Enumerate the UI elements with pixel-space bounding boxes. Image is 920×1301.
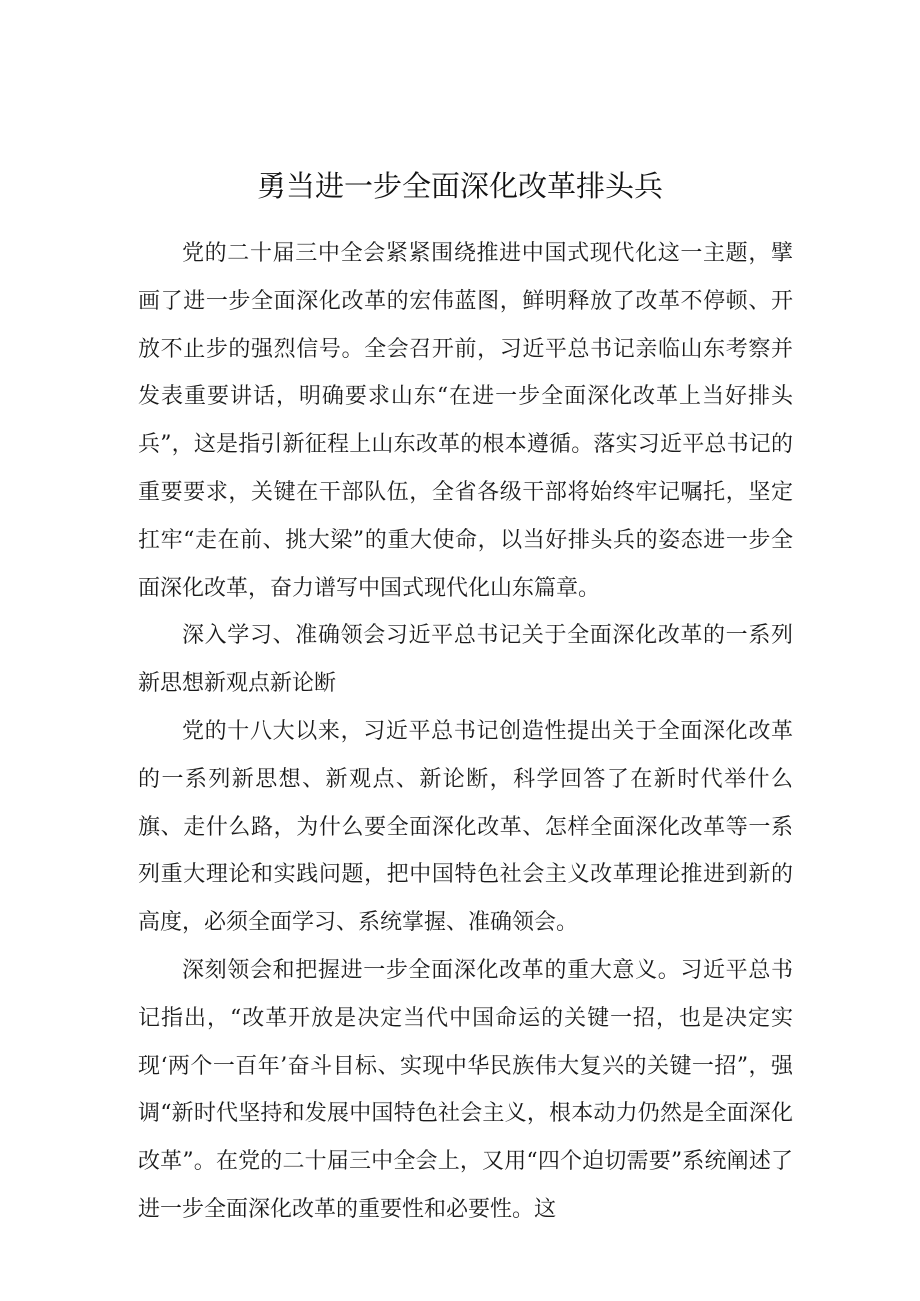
- paragraph-intro: 党的二十届三中全会紧紧围绕推进中国式现代化这一主题，擘画了进一步全面深化改革的宏伟蓝图，鲜明释放了改革不停顿、开放不止步的强烈信号。全会召开前，习近平总书记亲临山东考察并发表重要讲话，明确要求山东“在进一步全面深化改革上当好排头兵”，这是指引新征程上山东改革的根本遵循。落实习近平总书记的重要要求，关键在干部队伍，全省各级干部将始终牢记嘱托，坚定扛牢“走在前、挑大梁”的重大使命，以当好排头兵的姿态进一步全面深化改革，奋力谱写中国式现代化山东篇章。: [138, 241, 793, 601]
- paragraph-theory: 党的十八大以来，习近平总书记创造性提出关于全面深化改革的一系列新思想、新观点、新论断，科学回答了在新时代举什么旗、走什么路，为什么要全面深化改革、怎样全面深化改革等一系列重大理论和实践问题，把中国特色社会主义改革理论推进到新的高度，必须全面学习、系统掌握、准确领会。: [138, 718, 793, 936]
- document-body: [138, 230, 793, 1234]
- paragraph-significance: 深刻领会和把握进一步全面深化改革的重大意义。习近平总书记指出，“改革开放是决定当代中国命运的关键一招，也是决定实现‘两个一百年’奋斗目标、实现中华民族伟大复兴的关键一招”，强调“新时代坚持和发展中国特色社会主义，根本动力仍然是全面深化改革”。在党的二十届三中全会上，又用“四个迫切需要”系统阐述了进一步全面深化改革的重要性和必要性。这: [138, 957, 793, 1222]
- section-heading: 深入学习、准确领会习近平总书记关于全面深化改革的一系列新思想新观点新论断: [138, 623, 793, 697]
- document-title: 勇当进一步全面深化改革排头兵: [256, 169, 663, 203]
